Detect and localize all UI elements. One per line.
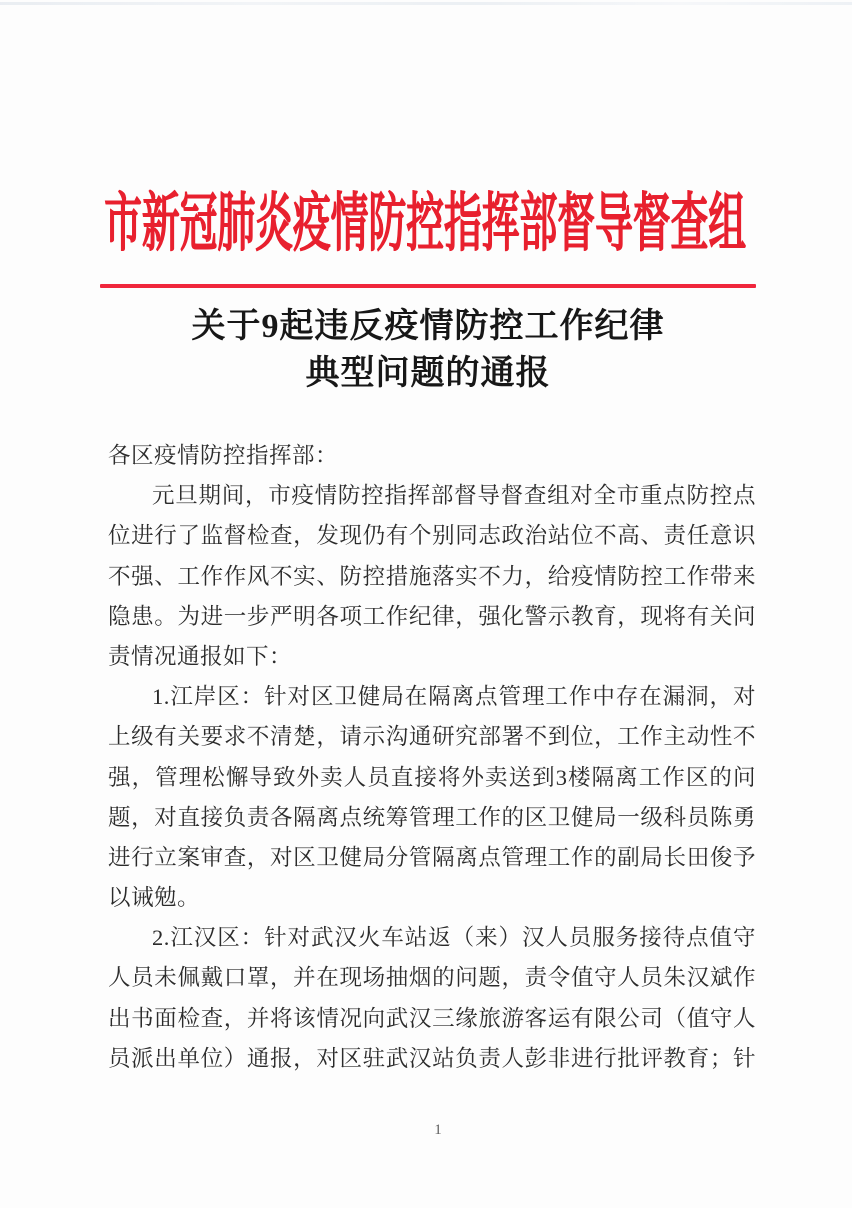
- body-line: 员派出单位）通报，对区驻武汉站负责人彭非进行批评教育；针: [108, 1045, 756, 1071]
- document-title: [98, 303, 758, 397]
- salutation-line: 各区疫情防控指挥部：: [108, 443, 339, 468]
- page-number: 1: [434, 1122, 442, 1138]
- document-title-line1: 关于9起违反疫情防控工作纪律: [191, 308, 665, 345]
- letterhead-title: 市新冠肺炎疫情防控指挥部督导督查组: [104, 188, 746, 259]
- scan-edge-artifact: [0, 2, 852, 5]
- body-line: 2.江汉区：针对武汉火车站返（来）汉人员服务接待点值守: [152, 925, 756, 951]
- body-line: 隐患。为进一步严明各项工作纪律，强化警示教育，现将有关问: [108, 603, 756, 629]
- body-line: 出书面检查，并将该情况向武汉三缘旅游客运有限公司（值守人: [108, 1005, 756, 1031]
- body-line: 1.江岸区：针对区卫健局在隔离点管理工作中存在漏洞，对: [152, 684, 756, 710]
- body-line: 责情况通报如下：: [108, 643, 293, 669]
- letterhead-divider: [100, 284, 756, 288]
- body-line: 题，对直接负责各隔离点统筹管理工作的区卫健局一级科员陈勇: [108, 804, 756, 830]
- document-title-line2: 典型问题的通报: [305, 355, 551, 392]
- body-line: 元旦期间，市疫情防控指挥部督导督查组对全市重点防控点: [152, 483, 756, 509]
- body-line: 上级有关要求不清楚，请示沟通研究部署不到位，工作主动性不: [108, 724, 756, 750]
- body-line: 位进行了监督检查，发现仍有个别同志政治站位不高、责任意识: [108, 523, 756, 549]
- letterhead: [104, 186, 756, 272]
- body-line: 强，管理松懈导致外卖人员直接将外卖送到3楼隔离工作区的问: [108, 764, 756, 790]
- body-line: 人员未佩戴口罩，并在现场抽烟的问题，责令值守人员朱汉斌作: [108, 965, 756, 991]
- body-line: 不强、工作作风不实、防控措施落实不力，给疫情防控工作带来: [108, 563, 756, 589]
- document-body: [108, 436, 756, 1079]
- body-line: 进行立案审查，对区卫健局分管隔离点管理工作的副局长田俊予: [108, 844, 756, 870]
- body-line: 以诫勉。: [108, 885, 201, 911]
